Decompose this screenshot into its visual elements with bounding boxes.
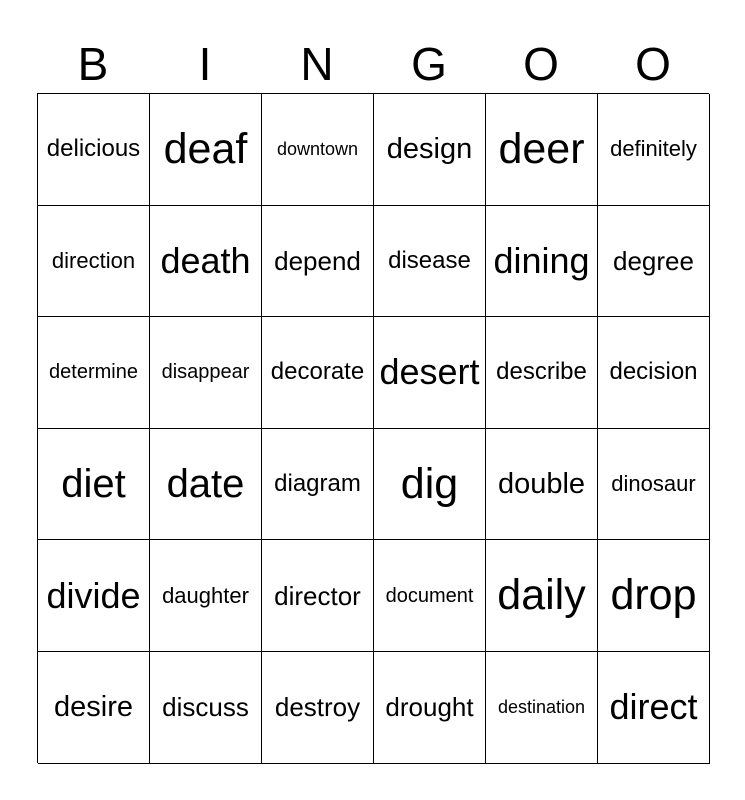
bingo-board <box>37 93 709 763</box>
header-letter-n: N <box>300 38 334 90</box>
bingo-cell[interactable]: diet <box>38 429 150 541</box>
bingo-cell[interactable]: daily <box>486 540 598 652</box>
bingo-cell[interactable]: decorate <box>262 317 374 429</box>
bingo-cell[interactable]: drop <box>598 540 710 652</box>
bingo-cell[interactable]: determine <box>38 317 150 429</box>
bingo-cell[interactable]: dining <box>486 206 598 318</box>
bingo-cell[interactable]: drought <box>374 652 486 764</box>
bingo-cell[interactable]: double <box>486 429 598 541</box>
bingo-cell[interactable]: diagram <box>262 429 374 541</box>
bingo-cell[interactable]: deer <box>486 94 598 206</box>
bingo-cell[interactable]: decision <box>598 317 710 429</box>
bingo-header <box>37 36 709 93</box>
header-letter-o-2: O <box>635 38 671 90</box>
bingo-cell[interactable]: desert <box>374 317 486 429</box>
bingo-cell[interactable]: definitely <box>598 94 710 206</box>
bingo-cell[interactable]: depend <box>262 206 374 318</box>
bingo-cell[interactable]: direct <box>598 652 710 764</box>
bingo-cell[interactable]: downtown <box>262 94 374 206</box>
bingo-cell[interactable]: date <box>150 429 262 541</box>
bingo-cell[interactable]: death <box>150 206 262 318</box>
bingo-cell[interactable]: daughter <box>150 540 262 652</box>
bingo-cell[interactable]: deaf <box>150 94 262 206</box>
bingo-cell[interactable]: describe <box>486 317 598 429</box>
bingo-cell[interactable]: dinosaur <box>598 429 710 541</box>
bingo-cell[interactable]: document <box>374 540 486 652</box>
bingo-cell[interactable]: destination <box>486 652 598 764</box>
bingo-cell[interactable]: dig <box>374 429 486 541</box>
bingo-cell[interactable]: direction <box>38 206 150 318</box>
bingo-cell[interactable]: degree <box>598 206 710 318</box>
header-letter-b: B <box>77 38 109 90</box>
bingo-cell[interactable]: disease <box>374 206 486 318</box>
bingo-cell[interactable]: disappear <box>150 317 262 429</box>
bingo-cell[interactable]: divide <box>38 540 150 652</box>
header-letter-o: O <box>523 38 559 90</box>
bingo-cell[interactable]: desire <box>38 652 150 764</box>
bingo-cell[interactable]: director <box>262 540 374 652</box>
bingo-cell[interactable]: discuss <box>150 652 262 764</box>
bingo-cell[interactable]: delicious <box>38 94 150 206</box>
bingo-cell[interactable]: design <box>374 94 486 206</box>
header-letter-i: I <box>198 38 212 90</box>
bingo-cell[interactable]: destroy <box>262 652 374 764</box>
header-letter-g: G <box>411 38 447 90</box>
